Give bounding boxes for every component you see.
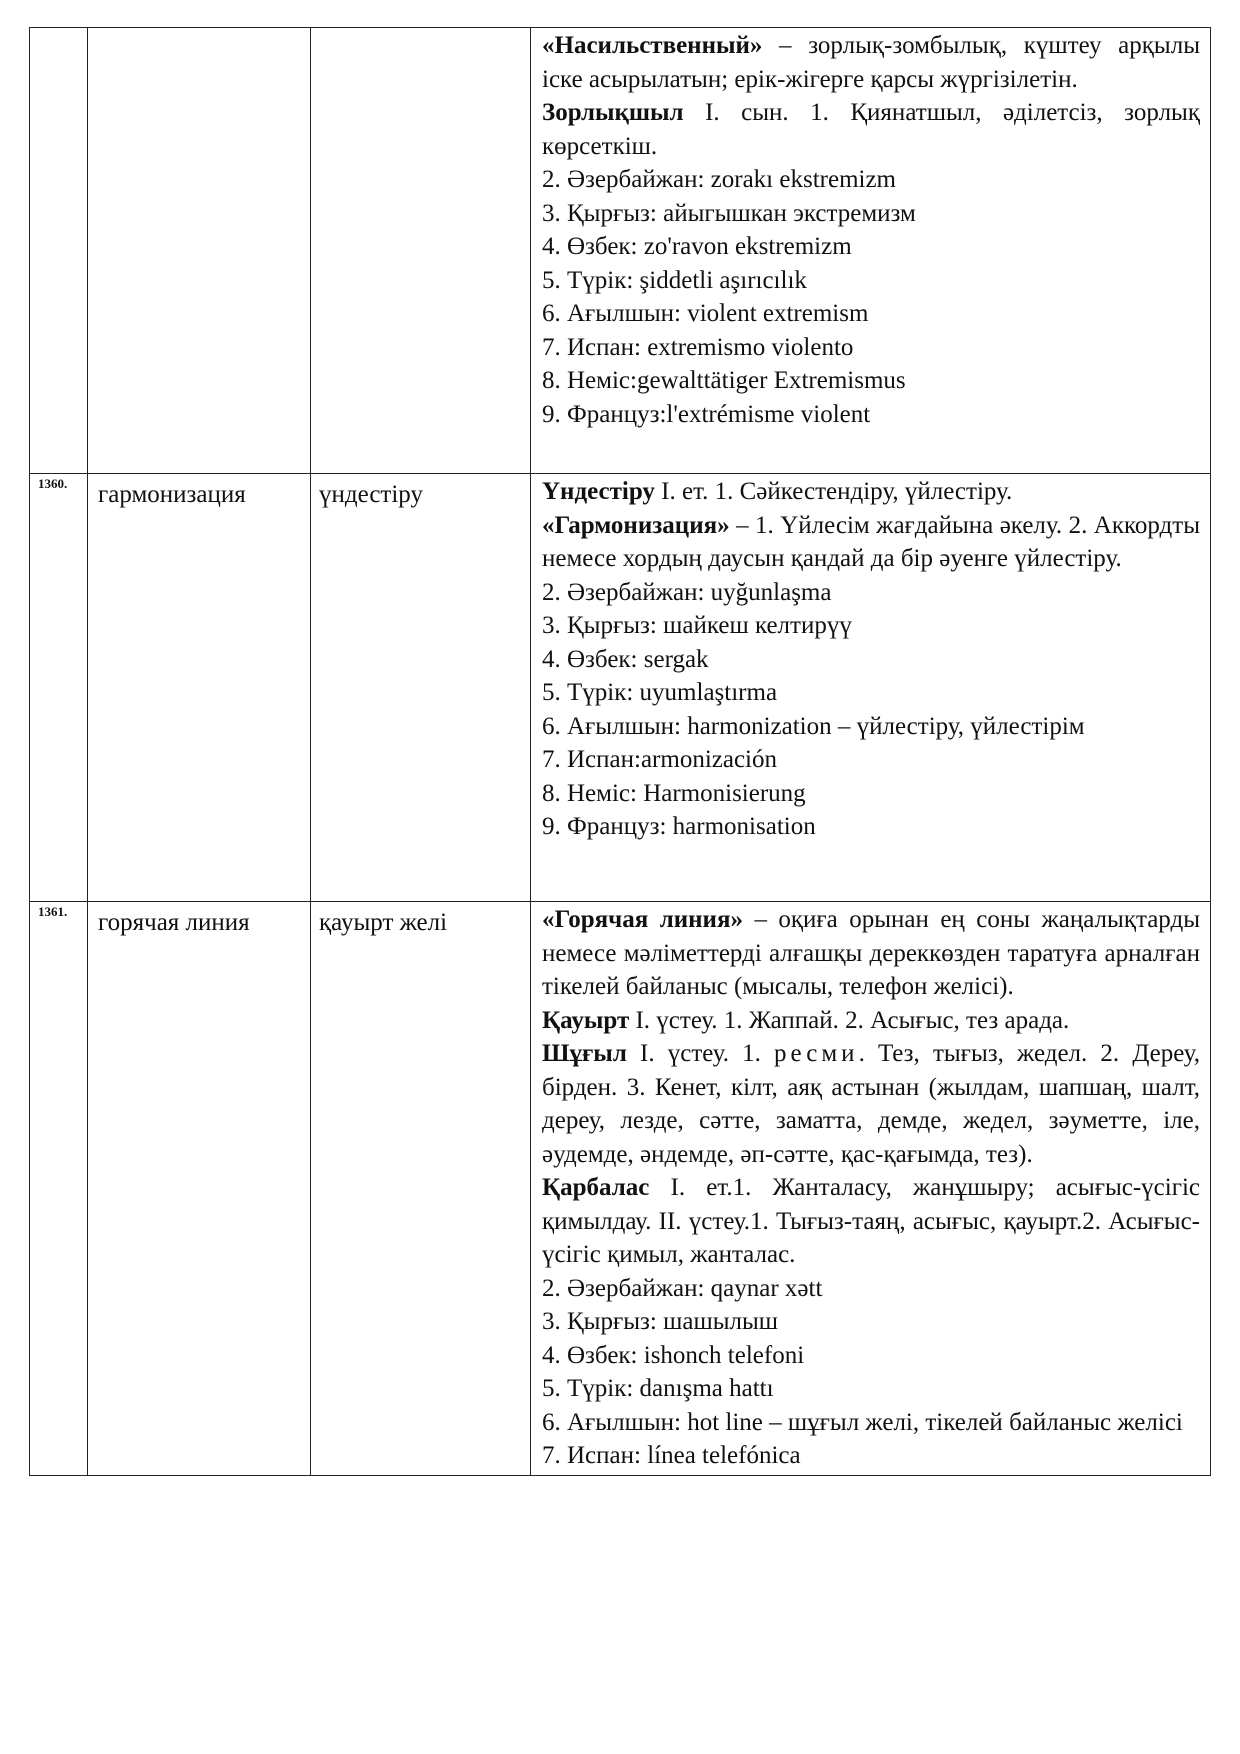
translation-line: 3. Қырғыз: айыгышкан экстремизм [542, 199, 916, 227]
headword: «Горячая линия» [542, 906, 743, 933]
definition-cell [531, 474, 1211, 902]
definition-paragraph [542, 1171, 1200, 1272]
headword: Үндестіру [542, 478, 655, 505]
translation-line: 5. Түрік: danışma hattı [542, 1375, 774, 1402]
definition-text: I. үстеу. 1. Жаппай. 2. Асығыс, тез арада. [629, 1006, 1070, 1034]
headword: Шұғыл [542, 1040, 627, 1067]
translation-line: 5. Түрік: uyumlaştırma [542, 679, 778, 706]
headword: «Гармонизация» [542, 511, 730, 539]
translation-line: 5. Түрік: şiddetli aşırıcılık [542, 266, 807, 294]
definition-text: I. ет. 1. Сәйкестендіру, үйлестіру. [654, 478, 1013, 505]
definition-paragraph [542, 29, 1200, 96]
definition-text: I. үстеу. 1. [626, 1040, 775, 1067]
definition-paragraph [542, 903, 1200, 1004]
definition-paragraph [542, 1037, 1200, 1171]
kazakh-term: қауырт желі [311, 902, 531, 1476]
translation-line: 9. Француз: harmonisation [542, 813, 816, 840]
headword: Қарбалас [542, 1174, 650, 1201]
translation-line: 7. Испан:armonización [542, 746, 777, 773]
spaced-term: ресми [774, 1040, 859, 1067]
definition-text: I. сын. 1. Қиянатшыл, әділетсіз, зорлық көрсеткіш. [542, 99, 1200, 160]
definition-cell [531, 902, 1211, 1476]
translation-line: 7. Испан: extremismo violento [542, 333, 854, 361]
translation-line: 6. Ағылшын: harmonization – үйлестіру, үйлестірім [542, 712, 1085, 740]
definition-text: I. ет.1. Жанталасу, жанұшыру; асығыс-үсігіс қимылдау. II. үстеу.1. Тығыз-таяң, асығыс, қауырт.2. Асығыс-үсігіс қимыл, жанталас. [542, 1174, 1200, 1268]
translation-line: 6. Ағылшын: hot line – шұғыл желі, тікелей байланыс желісі [542, 1408, 1183, 1436]
table-row [30, 28, 1211, 474]
translation-line: 8. Неміс: Harmonisierung [542, 779, 806, 807]
entry-number: 1360. [30, 474, 88, 902]
translation-line: 7. Испан: línea telefónica [542, 1442, 801, 1469]
translation-line: 9. Француз:l'extrémisme violent [542, 400, 871, 428]
translation-line: 2. Әзербайжан: qaynar xətt [542, 1274, 823, 1302]
definition-paragraph [542, 475, 1200, 509]
headword: Қауырт [542, 1006, 630, 1034]
translation-line: 2. Әзербайжан: zorakı ekstremizm [542, 166, 897, 193]
definition-cell [531, 28, 1211, 474]
russian-term [88, 28, 311, 474]
russian-term: горячая линия [88, 902, 311, 1476]
translation-line: 4. Өзбек: sergak [542, 645, 709, 673]
definition-text: – оқиға орынан ең соны жаңалықтарды немесе мәліметтерді алғашқы дереккөзден таратуға арналған тікелей байланыс (мысалы, телефон желісі). [542, 906, 1200, 1000]
translation-line: 3. Қырғыз: шашылыш [542, 1308, 779, 1335]
definition-text: . Тез, тығыз, жедел. 2. Дереу, бірден. 3. Кенет, кілт, аяқ астынан (жылдам, шапшаң, шалт, дереу, лезде, сәтте, заматта, демде, жедел, зәуметте, іле, әудемде, әндемде, әп-сәтте, қас-қағымда, тез). [542, 1040, 1200, 1168]
headword: Зорлықшыл [542, 99, 684, 126]
definition-text: – зорлық-зомбылық, күштеу арқылы іске асырылатын; ерік-жігерге қарсы жүргізілетін. [542, 32, 1200, 93]
definition-paragraph [542, 509, 1200, 576]
definition-paragraph [542, 1004, 1200, 1038]
translation-line: 2. Әзербайжан: uyğunlaşma [542, 578, 832, 606]
russian-term: гармонизация [88, 474, 311, 902]
translation-line: 3. Қырғыз: шайкеш келтирүү [542, 612, 852, 639]
translation-line: 8. Неміс:gewalttätiger Extremismus [542, 367, 906, 394]
dictionary-table [29, 27, 1211, 1476]
headword: «Насильственный» [542, 32, 763, 59]
kazakh-term [311, 28, 531, 474]
table-row [30, 902, 1211, 1476]
table-row [30, 474, 1211, 902]
entry-number [30, 28, 88, 474]
kazakh-term: үндестіру [311, 474, 531, 902]
entry-number: 1361. [30, 902, 88, 1476]
definition-text: – 1. Үйлесім жағдайына әкелу. 2. Аккордты немесе хордың даусын қандай да бір әуенге үйлестіру. [542, 511, 1200, 572]
definition-paragraph [542, 96, 1200, 163]
translation-line: 4. Өзбек: ishonch telefoni [542, 1341, 805, 1369]
translation-line: 6. Ағылшын: violent extremism [542, 300, 869, 327]
translation-line: 4. Өзбек: zo'ravon ekstremizm [542, 233, 852, 260]
